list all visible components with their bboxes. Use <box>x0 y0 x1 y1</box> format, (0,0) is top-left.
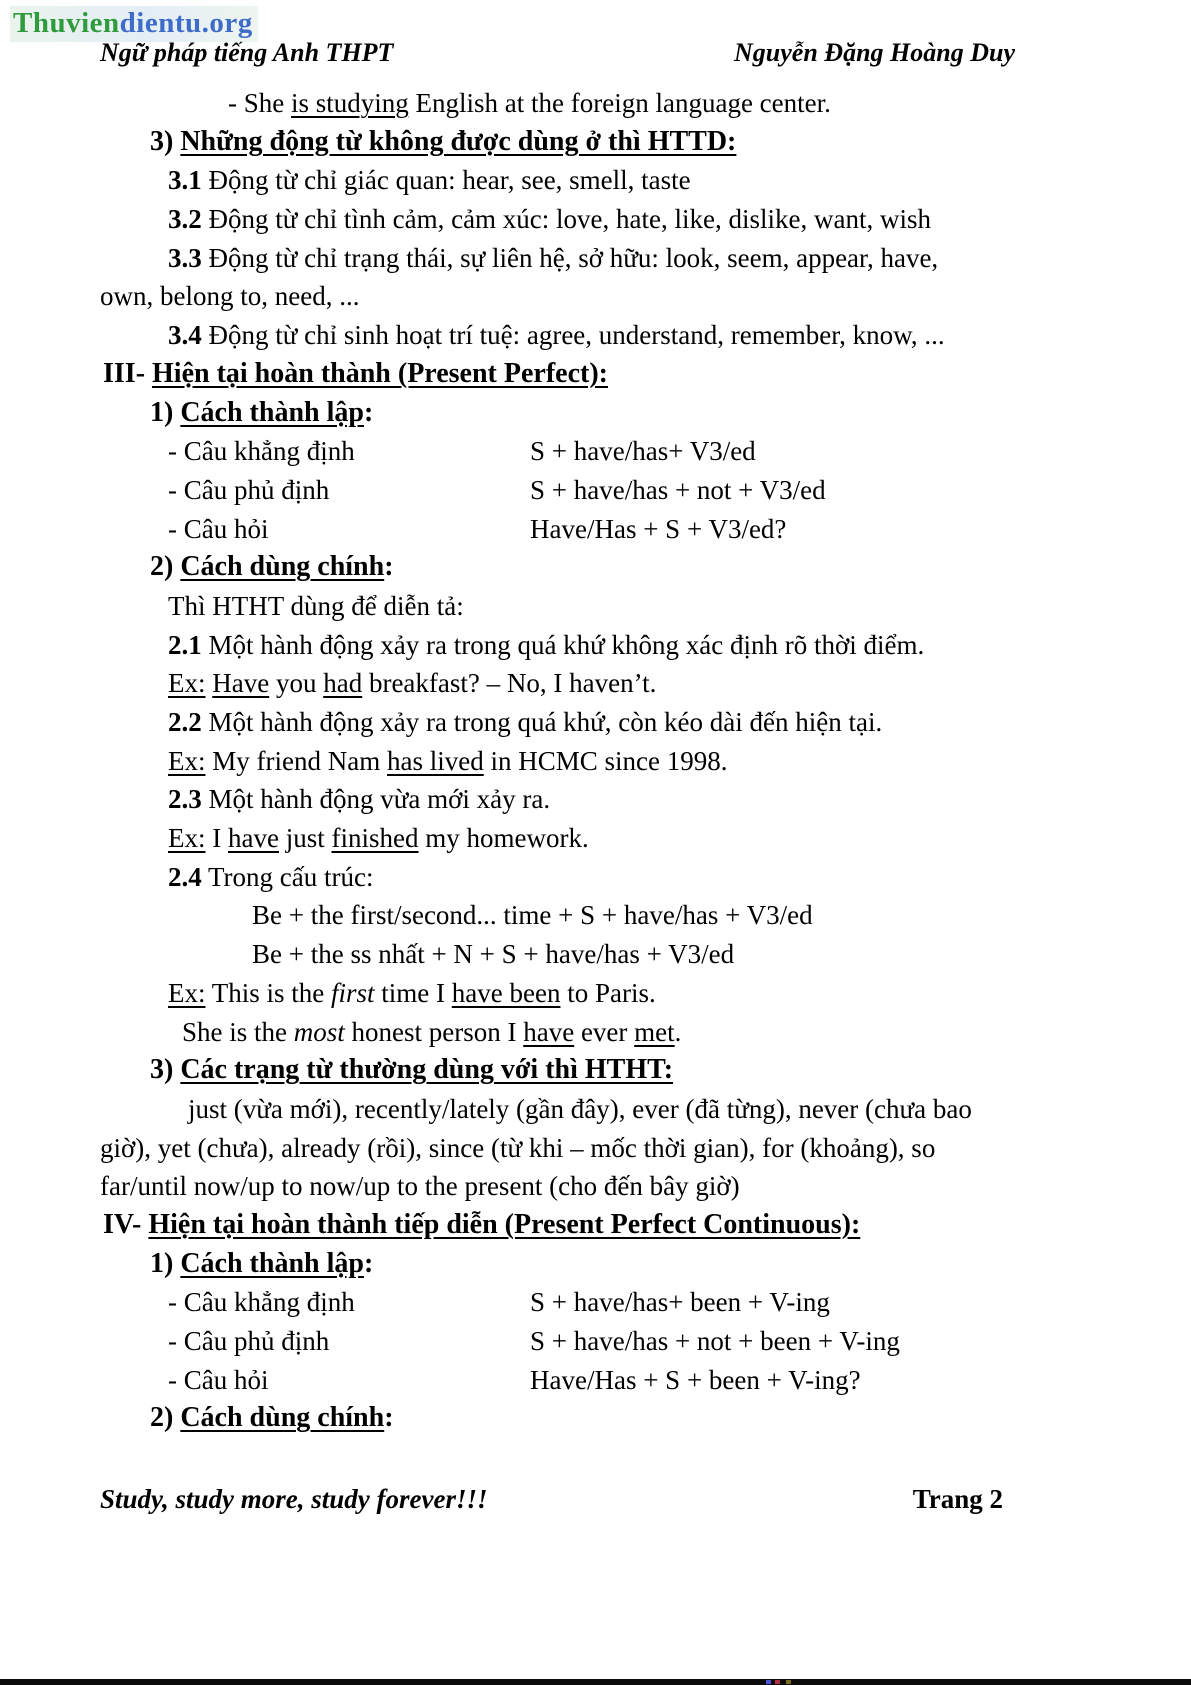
text-segment: have <box>523 1016 575 1047</box>
text-segment: 2.1 <box>168 629 202 660</box>
text-segment: 2) <box>150 551 181 583</box>
text-line <box>100 1013 1106 1052</box>
page-header <box>100 38 1015 68</box>
text-segment: Hiện tại hoàn thành (Present Perfect): <box>152 357 608 389</box>
grammar-formula: Have/Has + S + been + V-ing? <box>530 1364 861 1395</box>
text-segment: Một hành động vừa mới xảy ra. <box>201 784 551 815</box>
scan-artifact-dot <box>766 1680 771 1684</box>
scan-artifact-dot <box>775 1680 780 1684</box>
text-segment: Động từ chỉ giác quan: hear, see, smell, taste <box>201 165 691 196</box>
text-segment: 3.3 <box>168 242 202 273</box>
text-line <box>100 1245 1106 1284</box>
text-segment: Ex: <box>168 823 206 854</box>
text-segment: have been <box>451 977 561 1008</box>
text-segment: 2.4 <box>168 861 202 892</box>
text-line <box>100 1361 1106 1400</box>
document-body <box>100 84 1106 1438</box>
grammar-formula: Have/Has + S + V3/ed? <box>530 513 787 544</box>
text-segment: you <box>269 668 324 699</box>
text-segment: Các trạng từ thường dùng với thì HTHT: <box>180 1054 674 1086</box>
text-segment: has lived <box>386 745 484 776</box>
text-segment: first <box>331 977 375 1008</box>
text-segment: finished <box>331 823 419 854</box>
text-segment: Động từ chỉ tình cảm, cảm xúc: love, hate, like, dislike, want, wish <box>201 204 931 235</box>
site-logo <box>10 6 258 42</box>
text-line <box>100 819 1106 858</box>
text-segment: 2.2 <box>168 707 202 737</box>
text-line <box>100 84 1106 123</box>
text-segment: have <box>228 823 279 854</box>
text-line <box>100 1322 1106 1361</box>
author-name: Nguyễn Đặng Hoàng Duy <box>734 38 1015 67</box>
text-segment: Thì HTHT dùng để diễn tả: <box>168 590 464 621</box>
text-segment: : <box>363 396 374 428</box>
text-segment: just <box>278 823 332 854</box>
text-segment: English at the foreign language center. <box>408 88 831 118</box>
scan-artifact-dot <box>786 1680 791 1684</box>
text-segment: Cách thành lập <box>180 396 364 428</box>
text-segment: : <box>384 551 394 583</box>
text-line <box>100 277 1106 316</box>
text-line <box>100 1283 1106 1322</box>
text-segment: just (vừa mới), recently/lately (gần đây), ever (đã từng), never (chưa bao <box>188 1093 972 1124</box>
text-segment: Cách thành lập <box>180 1247 364 1279</box>
text-segment: - She <box>228 88 291 118</box>
text-line <box>100 394 1106 433</box>
text-segment: I <box>205 823 228 854</box>
text-segment: : <box>384 1402 394 1434</box>
text-segment: is studying <box>291 88 409 118</box>
document-title: Ngữ pháp tiếng Anh THPT <box>100 38 394 67</box>
text-segment: Những động từ không được dùng ở thì HTTD: <box>180 125 737 157</box>
text-line <box>100 1051 1106 1090</box>
text-segment: Ex: <box>168 977 206 1008</box>
text-segment: 3) <box>150 125 181 157</box>
text-segment: - Câu khẳng định <box>168 1287 355 1318</box>
grammar-formula: S + have/has + not + been + V-ing <box>530 1326 900 1356</box>
text-line <box>100 626 1106 665</box>
text-segment: Be + the first/second... time + S + have/has + V3/ed <box>252 900 813 931</box>
text-segment: Hiện tại hoàn thành tiếp diễn (Present Perfect Continuous): <box>148 1208 861 1240</box>
text-segment: - Câu phủ định <box>168 1326 330 1356</box>
text-segment: Cách dùng chính <box>180 1402 385 1434</box>
text-segment: had <box>323 668 363 699</box>
grammar-formula: S + have/has+ V3/ed <box>530 436 756 467</box>
text-line <box>100 896 1106 935</box>
text-segment: IV- <box>103 1208 149 1240</box>
text-line <box>100 1206 1106 1245</box>
text-segment: 3.1 <box>168 165 202 196</box>
text-segment: my homework. <box>418 823 589 854</box>
text-line <box>100 703 1106 742</box>
text-segment: - Câu phủ định <box>168 474 330 505</box>
text-segment: 1) <box>150 1247 181 1279</box>
text-line <box>100 548 1106 587</box>
text-segment: Trong cấu trúc: <box>201 861 374 892</box>
text-segment: Động từ chỉ trạng thái, sự liên hệ, sở hữu: look, seem, appear, have, <box>201 242 939 273</box>
text-line <box>100 1129 1106 1168</box>
text-line <box>100 1167 1106 1206</box>
text-segment: Động từ chỉ sinh hoạt trí tuệ: agree, understand, remember, know, ... <box>201 320 945 351</box>
text-segment: time I <box>374 977 452 1008</box>
text-segment: Be + the ss nhất + N + S + have/has + V3/ed <box>252 939 735 970</box>
text-segment: 2) <box>150 1402 181 1434</box>
text-line <box>100 1399 1106 1438</box>
grammar-formula: S + have/has + not + V3/ed <box>530 474 826 505</box>
text-line <box>100 858 1106 897</box>
text-line <box>100 161 1106 200</box>
text-segment: . <box>674 1016 682 1047</box>
text-segment: - Câu khẳng định <box>168 436 355 467</box>
text-segment: Cách dùng chính <box>180 551 385 583</box>
text-segment: giờ), yet (chưa), already (rồi), since (từ khi – mốc thời gian), for (khoảng), so <box>100 1132 936 1163</box>
text-line <box>100 510 1106 549</box>
page-number: Trang 2 <box>912 1484 1003 1514</box>
text-segment: - Câu hỏi <box>168 513 269 544</box>
footer-motto: Study, study more, study forever!!! <box>100 1484 488 1514</box>
text-segment: : <box>363 1247 374 1279</box>
text-segment: Ex: <box>168 668 206 699</box>
text-segment: Một hành động xảy ra trong quá khứ không xác định rõ thời điểm. <box>201 629 925 660</box>
text-line <box>100 780 1106 819</box>
text-segment: 3.4 <box>168 320 202 351</box>
text-segment: Một hành động xảy ra trong quá khứ, còn kéo dài đến hiện tại. <box>201 707 883 737</box>
text-line <box>100 974 1106 1013</box>
site-logo-part-green: Thuvien <box>13 7 120 39</box>
text-segment: My friend Nam <box>205 745 387 776</box>
site-logo-part-blue: dientu.org <box>119 7 253 39</box>
text-segment: in HCMC since 1998. <box>483 745 728 776</box>
text-segment: own, belong to, need, ... <box>100 281 360 312</box>
text-segment: ever <box>574 1016 635 1047</box>
text-line <box>100 355 1106 394</box>
grammar-formula: S + have/has+ been + V-ing <box>530 1287 830 1318</box>
text-line <box>100 316 1106 355</box>
text-segment: honest person I <box>344 1016 524 1047</box>
page-footer <box>100 1484 1003 1515</box>
text-line <box>100 200 1106 239</box>
text-line <box>100 935 1106 974</box>
text-line <box>100 1090 1106 1129</box>
text-segment: This is the <box>205 977 332 1008</box>
text-segment: breakfast? – No, I haven’t. <box>362 668 657 699</box>
text-segment: 3.2 <box>168 204 202 235</box>
text-segment: 3) <box>150 1054 181 1086</box>
text-segment: Have <box>212 668 270 699</box>
text-segment: most <box>293 1016 345 1047</box>
text-segment: far/until now/up to now/up to the present (cho đến bây giờ) <box>100 1171 740 1202</box>
text-line <box>100 432 1106 471</box>
text-segment: 1) <box>150 396 181 428</box>
text-line <box>100 587 1106 626</box>
text-line <box>100 239 1106 278</box>
text-segment: She is the <box>182 1016 294 1047</box>
bottom-border <box>0 1679 1191 1685</box>
text-segment: met <box>634 1016 675 1047</box>
text-segment: 2.3 <box>168 784 202 815</box>
text-line <box>100 471 1106 510</box>
text-segment: Ex: <box>168 745 206 776</box>
text-segment: to Paris. <box>560 977 656 1008</box>
text-line <box>100 123 1106 162</box>
text-segment: - Câu hỏi <box>168 1364 269 1395</box>
text-segment: III- <box>103 357 153 389</box>
text-line <box>100 742 1106 781</box>
text-line <box>100 664 1106 703</box>
